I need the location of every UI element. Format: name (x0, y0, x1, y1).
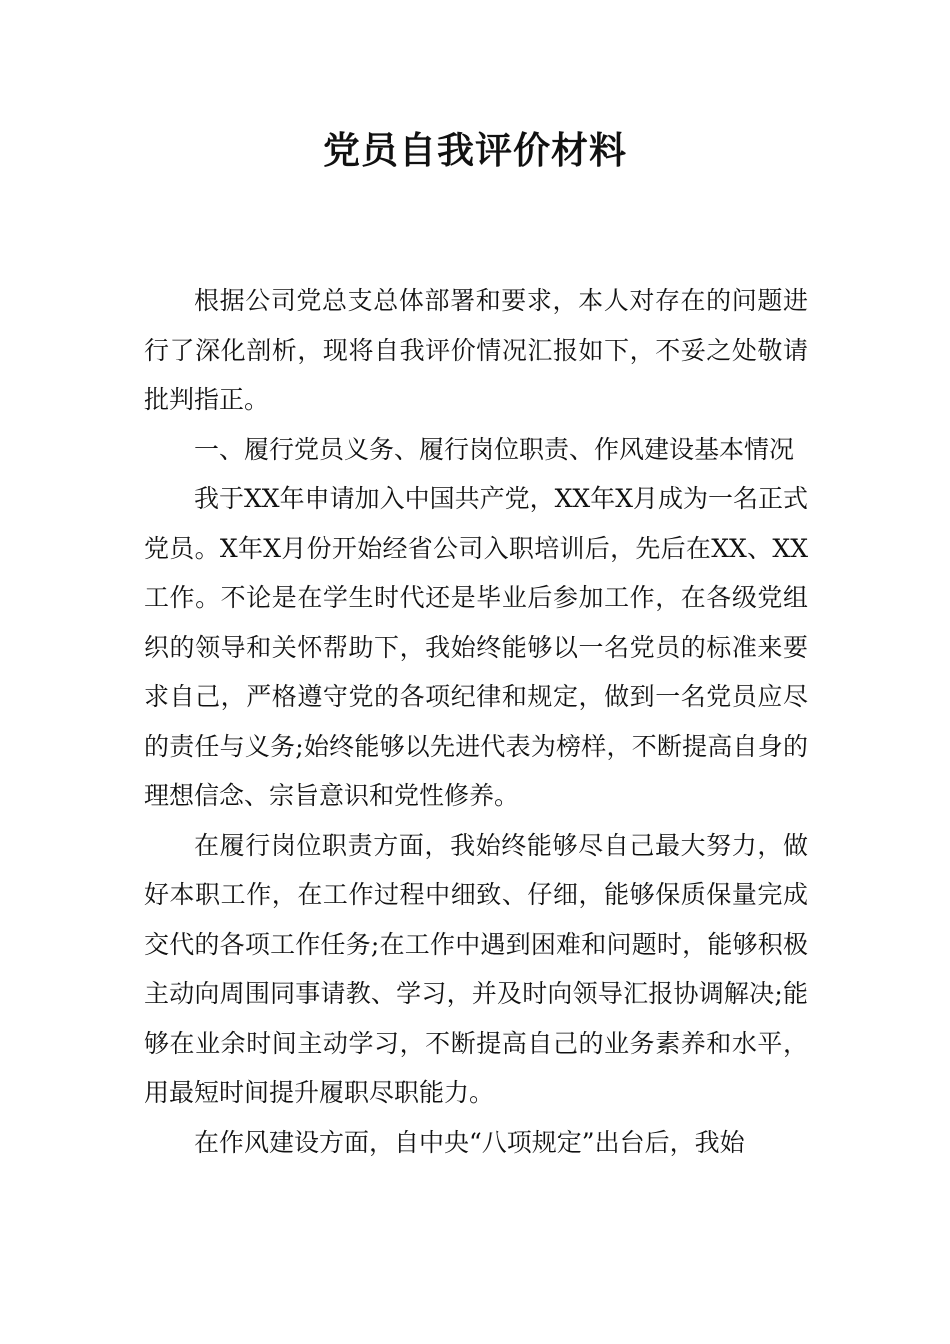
paragraph-party-duties: 我于XX年申请加入中国共产党，XX年X月成为一名正式党员。X年X月份开始经省公司入职培训后，先后在XX、XX工作。不论是在学生时代还是毕业后参加工作，在各级党组织的领导和关怀帮助下，我始终能够以一名党员的标准来要求自己，严格遵守党的各项纪律和规定，做到一名党员应尽的责任与义务;始终能够以先进代表为榜样，不断提高自身的理想信念、宗旨意识和党性修养。 (144, 484, 808, 810)
document-title: 党员自我评价材料 (323, 129, 627, 172)
section-heading-1: 一、履行党员义务、履行岗位职责、作风建设基本情况 (194, 434, 795, 464)
document-body (144, 276, 808, 1167)
paragraph-intro: 根据公司党总支总体部署和要求，本人对存在的问题进行了深化剖析，现将自我评价情况汇报如下，不妥之处敬请批判指正。 (144, 286, 808, 414)
paragraph-job-duties: 在履行岗位职责方面，我始终能够尽自己最大努力，做好本职工作，在工作过程中细致、仔细，能够保质保量完成交代的各项工作任务;在工作中遇到困难和问题时，能够积极主动向周围同事请教、学习，并及时向领导汇报协调解决;能够在业余时间主动学习，不断提高自己的业务素养和水平，用最短时间提升履职尽职能力。 (144, 830, 808, 1107)
paragraph-work-style: 在作风建设方面，自中央“八项规定”出台后，我始 (194, 1127, 745, 1157)
